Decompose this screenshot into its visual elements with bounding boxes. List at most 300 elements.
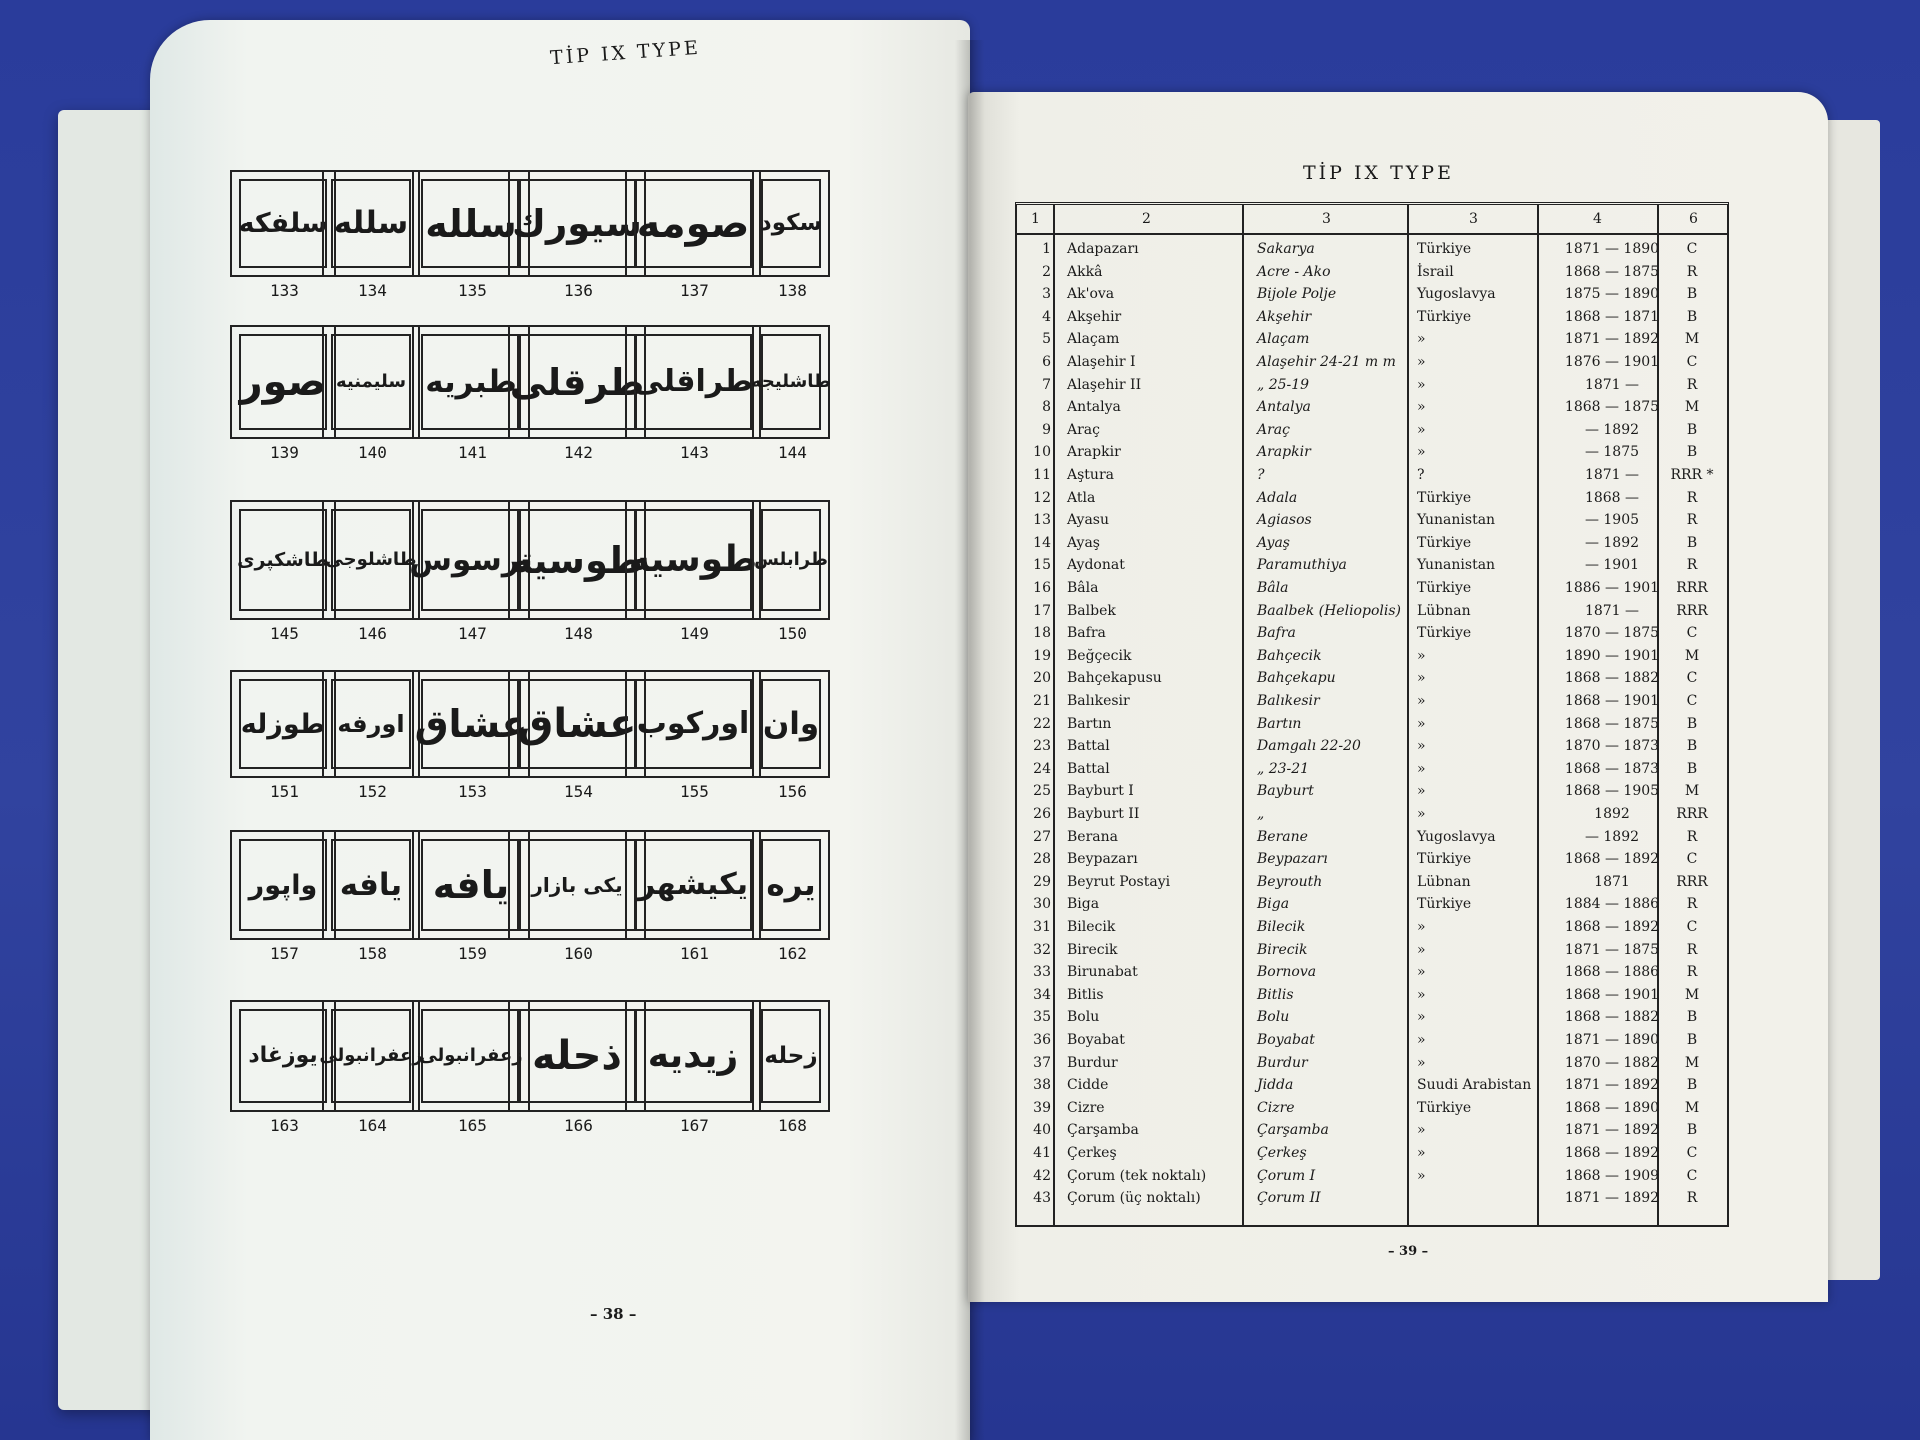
cell-n: 17 [1033,602,1051,619]
stamp-frame [331,679,411,769]
cell-country: » [1417,670,1426,687]
stamp-number: 164 [358,1116,387,1135]
cell-name: Alaşehir I [1067,354,1136,370]
cell-date: 1868 — 1890 [1564,1099,1660,1116]
cell-n: 4 [1042,308,1051,325]
cell-name: Ayasu [1067,512,1109,529]
stamp-frame [239,179,327,268]
cell-orig: Cizre [1257,1099,1295,1116]
cell-country: Türkiye [1417,241,1472,257]
stamp-164 [319,1000,423,1112]
table-row [1017,894,1727,916]
cell-rar: R [1686,557,1698,574]
stamp-frame [761,839,821,931]
cell-n: 7 [1042,376,1051,393]
cell-rar: M [1684,331,1700,348]
cell-n: 36 [1033,1032,1051,1048]
cell-orig: Araç [1257,421,1290,438]
cell-rar: B [1686,1009,1698,1026]
cell-rar: B [1686,1077,1698,1094]
stamp-number: 144 [778,443,807,462]
cell-rar: B [1686,715,1698,732]
cell-orig: Bafra [1257,625,1296,642]
stamp-frame [511,509,643,611]
stamp-number: 156 [778,782,807,801]
cell-rar: C [1686,693,1698,709]
cell-rar: C [1686,1167,1698,1184]
cell-name: Atla [1067,489,1096,506]
cell-date: — 1875 [1584,444,1640,461]
cell-date: 1875 — 1890 [1564,286,1660,303]
cell-date: 1871 — [1584,467,1640,483]
cell-name: Çarşamba [1067,1122,1139,1139]
stamp-number: 151 [270,782,299,801]
cell-name: Birunabat [1067,964,1138,981]
stamp-frame [421,179,521,268]
cell-rar: RRR * [1670,467,1714,483]
cell-country: » [1417,421,1426,438]
stamp-arabic-text: سلفكه [238,208,328,239]
table-row [1017,465,1727,487]
cell-orig: Biga [1257,896,1290,913]
table-row [1017,736,1727,758]
cell-n: 14 [1033,534,1051,551]
stamp-arabic-text: اوركوب [636,706,750,741]
cell-rar: R [1686,1190,1698,1207]
cell-country: Yunanistan [1417,512,1496,529]
cell-n: 30 [1033,896,1051,913]
stamp-frame [634,179,752,268]
stamp-frame [628,509,758,611]
header-cell: 6 [1689,211,1698,227]
cell-date: 1871 — 1892 [1564,1077,1660,1094]
table-row [1017,872,1727,894]
table-row [1017,646,1727,668]
stamp-number: 163 [270,1116,299,1135]
cell-n: 19 [1033,647,1051,664]
cell-rar: C [1686,1145,1698,1161]
cell-rar: RRR [1676,873,1708,890]
cell-orig: Akşehir [1257,308,1312,325]
left-page-number: – 38 – [590,1305,637,1323]
cell-n: 27 [1033,828,1051,845]
cell-country: » [1417,941,1426,958]
stamp-frame [761,1009,821,1103]
stamp-151 [230,670,336,778]
cell-country: Türkiye [1417,625,1472,642]
cell-date: 1868 — 1871 [1564,308,1660,325]
right-page-number: – 39 – [1388,1244,1429,1259]
cell-date: 1870 — 1882 [1564,1054,1660,1071]
cell-name: Burdur [1067,1054,1118,1071]
cell-name: Balıkesir [1067,693,1130,709]
cell-n: 18 [1033,625,1051,642]
cell-orig: Bayburt [1257,783,1314,800]
cell-name: Araç [1067,421,1100,438]
cell-name: Ak'ova [1067,286,1115,303]
stamp-number: 155 [680,782,709,801]
cell-date: 1886 — 1901 [1564,580,1660,596]
stamp-number: 133 [270,281,299,300]
stamp-frame [512,179,642,268]
cell-rar: M [1684,399,1700,416]
cell-date: 1871 — [1584,376,1640,393]
cell-date: 1868 — 1905 [1564,783,1660,800]
cell-country: Yugoslavya [1417,286,1496,303]
stamp-number: 141 [458,443,487,462]
cell-rar: R [1686,376,1698,393]
cell-name: Bilecik [1067,919,1116,935]
cell-orig: Balıkesir [1257,693,1320,709]
cell-country: Türkiye [1417,580,1472,596]
header-cell: 3 [1469,211,1478,227]
cell-country: » [1417,354,1426,370]
cell-orig: Beyrouth [1257,873,1323,890]
cell-n: 23 [1033,738,1051,755]
cell-orig: Bahçecik [1257,647,1322,664]
cell-country: Lübnan [1417,873,1471,890]
stamp-152 [322,670,420,778]
stamp-arabic-text: سكود [759,210,823,236]
cell-orig: Adala [1257,489,1298,506]
cell-rar: RRR [1676,580,1708,596]
cell-country: » [1417,444,1426,461]
cell-n: 3 [1042,286,1051,303]
stamp-arabic-text: صومه [636,200,750,247]
cell-n: 40 [1033,1122,1051,1139]
cell-rar: R [1686,941,1698,958]
table-row [1017,262,1727,284]
header-cell: 4 [1593,211,1602,227]
stamp-number: 157 [270,944,299,963]
cell-orig: Bâla [1257,580,1289,596]
cell-name: Birecik [1067,941,1118,958]
cell-country: » [1417,760,1426,777]
stamp-number: 138 [778,281,807,300]
cell-orig: „ [1257,806,1265,822]
stamp-frame [517,1009,637,1103]
cell-n: 34 [1033,986,1051,1003]
stamp-arabic-text: طوزله [240,708,326,740]
table-row [1017,714,1727,736]
cell-name: Akşehir [1067,308,1122,325]
stamp-168 [752,1000,830,1112]
right-page [968,92,1828,1302]
stamp-number: 150 [778,624,807,643]
cell-date: 1871 — 1875 [1564,941,1660,958]
cell-name: Battal [1067,738,1110,755]
cell-rar: B [1686,1122,1698,1139]
header-cell: 2 [1142,211,1151,227]
cell-orig: ? [1257,467,1265,483]
cell-n: 25 [1033,783,1051,800]
cell-orig: Paramuthiya [1257,557,1347,574]
stamp-133 [230,170,336,277]
stamp-number: 159 [458,944,487,963]
cell-date: 1871 — [1584,602,1640,619]
stamp-138 [752,170,830,277]
cell-country: » [1417,693,1426,709]
cell-name: Bahçekapusu [1067,670,1162,687]
stamp-arabic-text: زحله [764,1042,818,1069]
cell-orig: Antalya [1257,399,1311,416]
stamp-number: 134 [358,281,387,300]
stamp-arabic-text: عشاق [414,702,528,746]
stamp-frame [421,1009,521,1103]
table-row [1017,1166,1727,1188]
cell-n: 38 [1033,1077,1051,1094]
cell-name: Bayburt II [1067,806,1140,822]
cell-n: 2 [1042,263,1051,280]
cell-name: Akkâ [1067,263,1103,280]
cell-country: » [1417,964,1426,981]
table-row [1017,940,1727,962]
stamp-157 [230,830,336,940]
cell-rar: C [1686,625,1698,642]
stamp-161 [625,830,761,940]
cell-country: » [1417,986,1426,1003]
table-row [1017,1120,1727,1142]
stamp-number: 137 [680,281,709,300]
cell-rar: M [1684,1054,1700,1071]
cell-orig: Bahçekapu [1257,670,1336,687]
cell-name: Balbek [1067,602,1116,619]
cell-orig: Ayaş [1257,534,1290,551]
stamp-arabic-text: طرقلى [509,360,645,404]
stamp-frame [331,334,411,430]
stamp-number: 140 [358,443,387,462]
cell-orig: Bitlis [1257,986,1294,1003]
cell-rar: C [1686,919,1698,935]
cell-rar: M [1684,647,1700,664]
stamp-number: 162 [778,944,807,963]
stamp-frame [325,509,417,611]
cell-n: 29 [1033,873,1051,890]
stamp-frame [421,839,521,931]
cell-date: 1868 — 1892 [1564,851,1660,868]
cell-date: 1868 — 1875 [1564,399,1660,416]
table-row [1017,668,1727,690]
cell-name: Beypazarı [1067,851,1138,868]
cell-date: 1870 — 1875 [1564,625,1660,642]
cell-country: » [1417,738,1426,755]
cell-rar: B [1686,308,1698,325]
cell-rar: B [1686,760,1698,777]
cell-rar: M [1684,783,1700,800]
cell-rar: B [1686,738,1698,755]
cell-date: 1868 — 1882 [1564,1009,1660,1026]
cell-orig: Agiasos [1257,512,1312,529]
cell-country: Türkiye [1417,1099,1472,1116]
table-row [1017,1053,1727,1075]
stamp-arabic-text: طاشكپرى [237,548,329,571]
stamp-frame [239,679,327,769]
cell-n: 8 [1042,399,1051,416]
cell-country: » [1417,1032,1426,1048]
cell-name: Berana [1067,828,1118,845]
cell-country: Suudi Arabistan [1417,1077,1532,1094]
stamp-arabic-text: ترسوس [409,541,533,578]
cell-rar: C [1686,670,1698,687]
cell-name: Beğçecik [1067,647,1132,664]
stamp-frame [517,839,637,931]
cell-orig: Çerkeş [1257,1145,1307,1161]
cell-date: 1868 — 1892 [1564,919,1660,935]
table-row [1017,555,1727,577]
cell-n: 9 [1042,421,1051,438]
stamp-arabic-text: ذحله [532,1033,622,1079]
cell-country: » [1417,715,1426,732]
table-row [1017,284,1727,306]
cell-n: 31 [1033,919,1051,935]
stamp-arabic-text: طاشلوجى [325,549,417,570]
cell-country: » [1417,919,1426,935]
table-row [1017,1143,1727,1165]
book-gutter [955,40,985,1440]
cell-orig: Alaçam [1257,331,1310,348]
cell-country: » [1417,806,1426,822]
cell-country: » [1417,1054,1426,1071]
cell-country: Türkiye [1417,308,1472,325]
stamp-number: 154 [564,782,593,801]
cell-n: 24 [1033,760,1051,777]
stamp-frame [634,1009,752,1103]
stamp-number: 145 [270,624,299,643]
cell-name: Boyabat [1067,1032,1125,1048]
stamp-arabic-text: يوزغاد [248,1043,318,1068]
stamp-number: 142 [564,443,593,462]
cell-name: Cidde [1067,1077,1109,1094]
stamp-frame [239,509,327,611]
cell-rar: R [1686,263,1698,280]
cell-date: 1868 — 1901 [1564,693,1660,709]
cell-rar: M [1684,986,1700,1003]
cell-country: » [1417,1145,1426,1161]
cell-n: 21 [1033,693,1051,709]
cell-date: 1884 — 1886 [1564,896,1660,913]
stamp-number: 136 [564,281,593,300]
cell-n: 16 [1033,580,1051,596]
cell-date: 1870 — 1873 [1564,738,1660,755]
cell-rar: M [1684,1099,1700,1116]
table-row [1017,307,1727,329]
stamp-frame [634,839,752,931]
stamp-frame [634,334,752,430]
stamp-arabic-text: طاشليجه [751,371,831,392]
cell-n: 37 [1033,1054,1051,1071]
cell-country: İsrail [1417,263,1454,280]
cell-orig: Bilecik [1257,919,1306,935]
stamp-number: 161 [680,944,709,963]
cell-date: — 1901 [1584,557,1640,574]
cell-n: 33 [1033,964,1051,981]
cell-n: 39 [1033,1099,1051,1116]
stamp-number: 167 [680,1116,709,1135]
cell-date: 1868 — 1873 [1564,760,1660,777]
table-row [1017,420,1727,442]
cell-orig: „ 23-21 [1257,760,1310,777]
cell-rar: B [1686,534,1698,551]
cell-name: Çerkeş [1067,1145,1117,1161]
cell-n: 28 [1033,851,1051,868]
cell-country: Türkiye [1417,851,1472,868]
cell-country: Yunanistan [1417,557,1496,574]
stamp-arabic-text: طوسيه [628,539,758,580]
cell-name: Aştura [1067,467,1114,483]
left-page-title: TİP IX TYPE [549,36,702,70]
cell-date: — 1905 [1584,512,1640,529]
cell-date: 1868 — 1892 [1564,1145,1660,1161]
cell-n: 13 [1033,512,1051,529]
cell-date: 1871 — 1892 [1564,1190,1660,1207]
stamp-arabic-text: زيديه [647,1035,739,1076]
stamp-frame [331,839,411,931]
cell-name: Bolu [1067,1009,1100,1026]
cell-orig: Alaşehir 24-21 m m [1257,354,1396,370]
cell-date: 1876 — 1901 [1564,354,1660,370]
cell-n: 41 [1033,1145,1051,1161]
cell-n: 42 [1033,1167,1051,1184]
cell-orig: Acre - Ako [1257,263,1331,280]
cell-orig: „ 25-19 [1257,376,1310,393]
stamp-frame [414,679,528,769]
cell-orig: Boyabat [1257,1032,1315,1048]
cell-name: Bartın [1067,715,1112,732]
stamp-150 [752,500,830,620]
cell-country: » [1417,1167,1426,1184]
cell-orig: Çorum I [1257,1167,1316,1184]
stamp-arabic-text: طبريه [425,363,517,400]
cell-rar: B [1686,286,1698,303]
cell-name: Bâla [1067,580,1099,596]
stamp-162 [752,830,830,940]
cell-date: 1871 — 1892 [1564,1122,1660,1139]
table-row [1017,442,1727,464]
table-row [1017,397,1727,419]
cell-name: Alaçam [1067,331,1120,348]
cell-name: Ayaş [1067,534,1100,551]
table-row [1017,1098,1727,1120]
cell-name: Adapazarı [1067,241,1139,257]
cell-country: » [1417,1122,1426,1139]
table-row [1017,329,1727,351]
cell-date: 1868 — 1901 [1564,986,1660,1003]
cell-date: 1868 — 1875 [1564,263,1660,280]
stamp-167 [625,1000,761,1112]
cell-orig: Bartın [1257,715,1302,732]
stamp-144 [752,325,830,439]
cell-name: Bafra [1067,625,1106,642]
header-divider [1017,233,1727,235]
cell-country: Türkiye [1417,534,1472,551]
cell-date: — 1892 [1584,534,1640,551]
stamp-arabic-text: طراقلى [633,364,753,399]
stamp-number: 146 [358,624,387,643]
cell-date: 1871 — 1890 [1564,1032,1660,1048]
cell-name: Bitlis [1067,986,1104,1003]
cell-name: Aydonat [1067,557,1125,574]
cell-rar: R [1686,489,1698,506]
header-cell: 3 [1322,211,1331,227]
stamp-frame [239,1009,327,1103]
cell-date: 1871 [1594,873,1630,890]
stamp-149 [625,500,761,620]
cell-n: 22 [1033,715,1051,732]
stamp-arabic-text: طوسيه [511,538,643,582]
cell-n: 5 [1042,331,1051,348]
cell-rar: RRR [1676,806,1708,822]
cell-country: » [1417,783,1426,800]
